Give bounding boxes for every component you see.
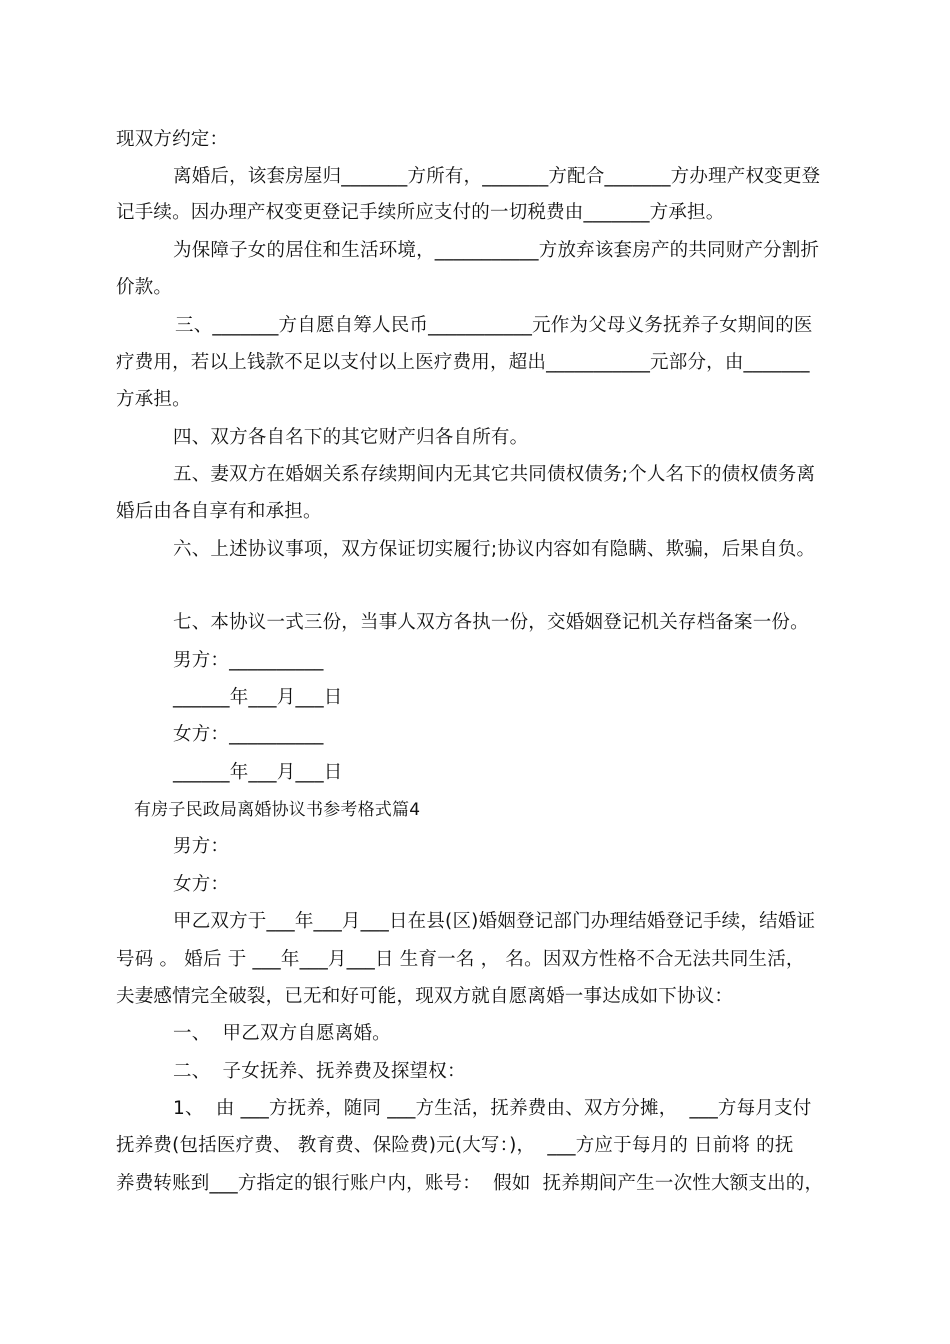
date-line: ______年___月___日 — [173, 762, 343, 783]
text-line: 夫妻感情完全破裂，已无和好可能，现双方就自愿离婚一事达成如下协议： — [116, 986, 734, 1007]
text-line: 男方： — [173, 836, 230, 857]
text-line: 四、双方各自名下的其它财产归各自所有。 — [173, 427, 529, 448]
text-line: 二、 子女抚养、抚养费及探望权： — [173, 1061, 466, 1082]
text-line: 婚后由各自享有和承担。 — [116, 501, 322, 522]
text-line: 方承担。 — [116, 389, 191, 410]
text-line: 五、妻双方在婚姻关系存续期间内无其它共同债权债务;个人名下的债权债务离 — [173, 464, 816, 485]
text-line: 离婚后，该套房屋归_______方所有，_______方配合_______方办理产权变更登 — [173, 166, 821, 187]
text-line: 甲乙双方于___年___月___日在县(区)婚姻登记部门办理结婚登记手续，结婚证 — [173, 911, 816, 932]
text-line: 养费转账到___方指定的银行账户内，账号： 假如 抚养期间产生一次性大额支出的， — [116, 1173, 824, 1194]
text-line: 为保障子女的居住和生活环境，___________方放弃该套房产的共同财产分割折 — [173, 240, 820, 261]
text-line: 价款。 — [116, 277, 173, 298]
signature-line: 女方：__________ — [173, 724, 324, 745]
text-line: 1、 由 ___方抚养，随同 ___方生活，抚养费由、双方分摊， ___方每月支付 — [173, 1098, 812, 1119]
text-line: 现双方约定： — [116, 129, 229, 150]
text-line: 三、_______方自愿自筹人民币___________元作为父母义务抚养子女期间的医 — [175, 315, 813, 336]
text-line: 疗费用，若以上钱款不足以支付以上医疗费用，超出___________元部分，由_______ — [116, 352, 810, 373]
date-line: ______年___月___日 — [173, 687, 343, 708]
text-line: 七、本协议一式三份，当事人双方各执一份，交婚姻登记机关存档备案一份。 — [173, 612, 809, 633]
text-line: 女方： — [173, 874, 230, 895]
text-line: 号码 。 婚后 于 ___年___月___日 生育一名 ， 名。因双方性格不合无法共同生活， — [116, 949, 805, 970]
text-line: 抚养费(包括医疗费、 教育费、保险费)元(大写：)， ___方应于每月的 日前将 的抚 — [116, 1135, 794, 1156]
section-heading: 有房子民政局离婚协议书参考格式篇4 — [134, 800, 421, 820]
signature-line: 男方：__________ — [173, 650, 324, 671]
text-line: 记手续。因办理产权变更登记手续所应支付的一切税费由_______方承担。 — [116, 202, 725, 223]
text-line: 一、 甲乙双方自愿离婚。 — [173, 1023, 391, 1044]
text-line: 六、上述协议事项，双方保证切实履行;协议内容如有隐瞒、欺骗，后果自负。 — [173, 539, 816, 560]
